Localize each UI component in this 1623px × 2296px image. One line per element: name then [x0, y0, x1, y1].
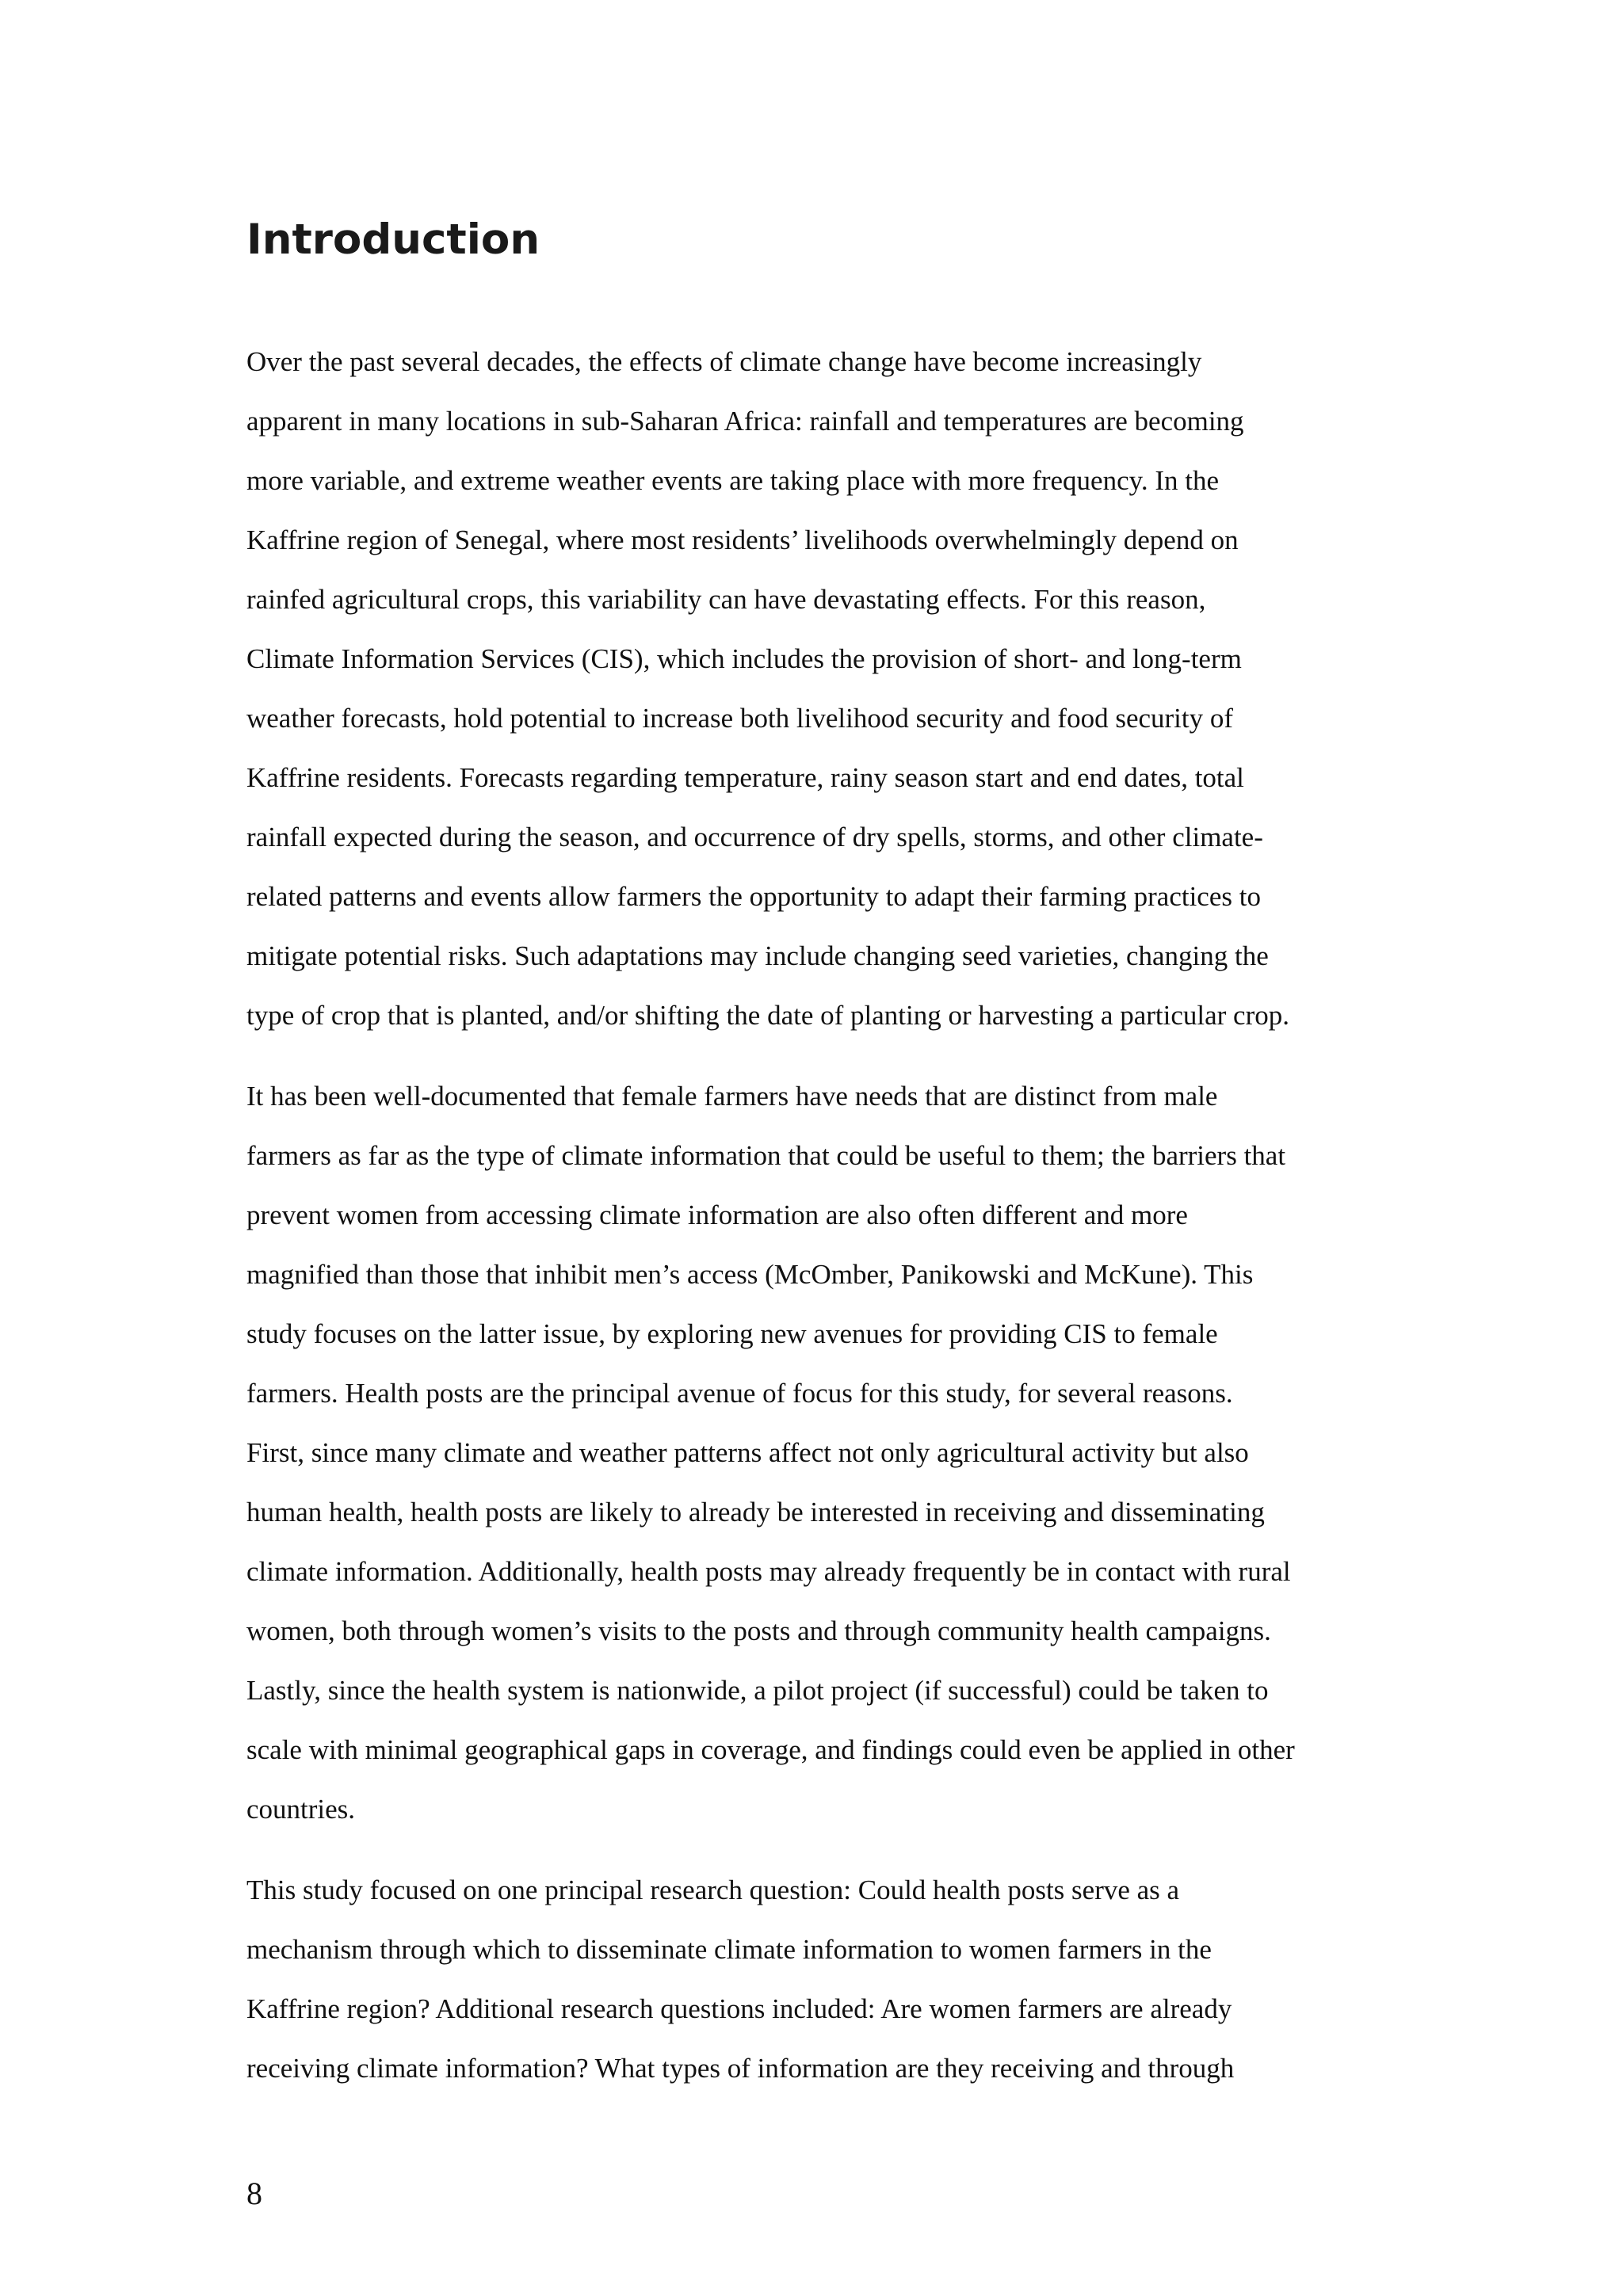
paragraph-2-line-3: prevent women from accessing climate information are also often different and more [246, 1199, 1188, 1230]
paragraph-1-line-3: more variable, and extreme weather events are taking place with more frequency. In the [246, 465, 1220, 496]
paragraph-1-line-6: Climate Information Services (CIS), which includes the provision of short- and long-term [246, 643, 1242, 674]
paragraph-1-line-10: related patterns and events allow farmers the opportunity to adapt their farming practices to [246, 881, 1261, 912]
paragraph-2-line-10: women, both through women’s visits to the posts and through community health campaigns. [246, 1615, 1271, 1646]
paragraph-1-line-1: Over the past several decades, the effects of climate change have become increasingly [246, 346, 1202, 377]
paragraph-1-line-11: mitigate potential risks. Such adaptations may include changing seed varieties, changing the [246, 940, 1269, 971]
paragraph-3-line-1: This study focused on one principal research question: Could health posts serve as a [246, 1875, 1180, 1905]
paragraph-2-line-7: First, since many climate and weather patterns affect not only agricultural activity but also [246, 1437, 1249, 1468]
paragraph-2-line-6: farmers. Health posts are the principal avenue of focus for this study, for several reasons. [246, 1378, 1233, 1409]
paragraph-1-line-12: type of crop that is planted, and/or shifting the date of planting or harvesting a particular crop. [246, 1000, 1289, 1031]
paragraph-2-line-11: Lastly, since the health system is nationwide, a pilot project (if successful) could be taken to [246, 1675, 1269, 1706]
paragraph-2-line-9: climate information. Additionally, health posts may already frequently be in contact with rural [246, 1556, 1291, 1587]
paragraph-1-line-2: apparent in many locations in sub-Saharan Africa: rainfall and temperatures are becoming [246, 406, 1244, 437]
paragraph-3-line-3: Kaffrine region? Additional research questions included: Are women farmers are already [246, 1993, 1232, 2024]
paragraph-3-line-2: mechanism through which to disseminate climate information to women farmers in the [246, 1934, 1212, 1965]
paragraph-1-line-9: rainfall expected during the season, and occurrence of dry spells, storms, and other climate- [246, 822, 1263, 852]
paragraph-1-line-5: rainfed agricultural crops, this variability can have devastating effects. For this reason, [246, 584, 1206, 615]
paragraph-3-line-4: receiving climate information? What types of information are they receiving and through [246, 2053, 1235, 2084]
paragraph-2-line-8: human health, health posts are likely to already be interested in receiving and disseminating [246, 1497, 1265, 1527]
paragraph-2-line-2: farmers as far as the type of climate information that could be useful to them; the barriers that [246, 1140, 1286, 1171]
paragraph-2-line-4: magnified than those that inhibit men’s access (McOmber, Panikowski and McKune). This [246, 1259, 1254, 1290]
paragraph-2-line-5: study focuses on the latter issue, by exploring new avenues for providing CIS to female [246, 1318, 1218, 1349]
paragraph-2-line-12: scale with minimal geographical gaps in coverage, and findings could even be applied in other [246, 1734, 1295, 1765]
paragraph-2-line-1: It has been well-documented that female farmers have needs that are distinct from male [246, 1081, 1218, 1112]
paragraph-1-line-7: weather forecasts, hold potential to increase both livelihood security and food security of [246, 703, 1234, 734]
body-text [246, 0, 1403, 2296]
paragraph-1-line-4: Kaffrine region of Senegal, where most residents’ livelihoods overwhelmingly depend on [246, 524, 1239, 555]
section-heading: Introduction [246, 215, 540, 264]
page-number: 8 [246, 2176, 262, 2211]
paragraph-2-line-13: countries. [246, 1794, 356, 1825]
paragraph-1-line-8: Kaffrine residents. Forecasts regarding temperature, rainy season start and end dates, total [246, 762, 1244, 793]
